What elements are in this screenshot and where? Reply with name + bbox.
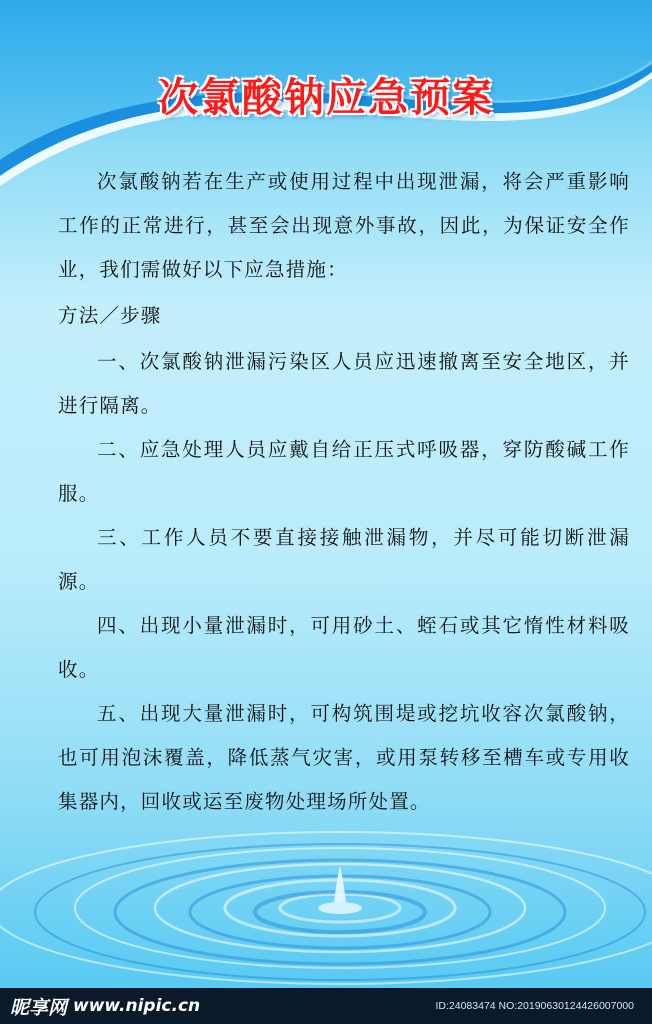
image-id: ID:24083474 NO:20190630124426007000 (435, 1000, 634, 1012)
step-item: 五、出现大量泄漏时，可构筑围堤或挖坑收容次氯酸钠，也可用泡沫覆盖，降低蒸气灾害，或用泵转移至槽车或专用收集器内，回收或运至废物处理场所处置。 (58, 702, 630, 813)
step-item: 三、工作人员不要直接接触泄漏物，并尽可能切断泄漏源。 (58, 526, 630, 593)
page-title: 次氯酸钠应急预案 (158, 75, 494, 121)
step-item: 四、出现小量泄漏时，可用砂土、蛭石或其它惰性材料吸收。 (58, 614, 630, 681)
steps-heading: 方法／步骤 (58, 304, 162, 327)
intro-paragraph: 次氯酸钠若在生产或使用过程中出现泄漏，将会严重影响工作的正常进行，甚至会出现意外事故，因此，为保证安全作业，我们需做好以下应急措施： (58, 170, 630, 281)
site-url: www.nipic.cn (73, 996, 201, 1016)
step-item: 二、应急处理人员应戴自给正压式呼吸器，穿防酸碱工作服。 (58, 438, 630, 505)
content-body (58, 160, 630, 824)
nipic-logo (0, 988, 200, 1024)
brand-name: 昵享网 (10, 996, 68, 1019)
step-item: 一、次氯酸钠泄漏污染区人员应迅速撤离至安全地区，并进行隔离。 (58, 350, 630, 417)
watermark-footer (0, 988, 652, 1024)
